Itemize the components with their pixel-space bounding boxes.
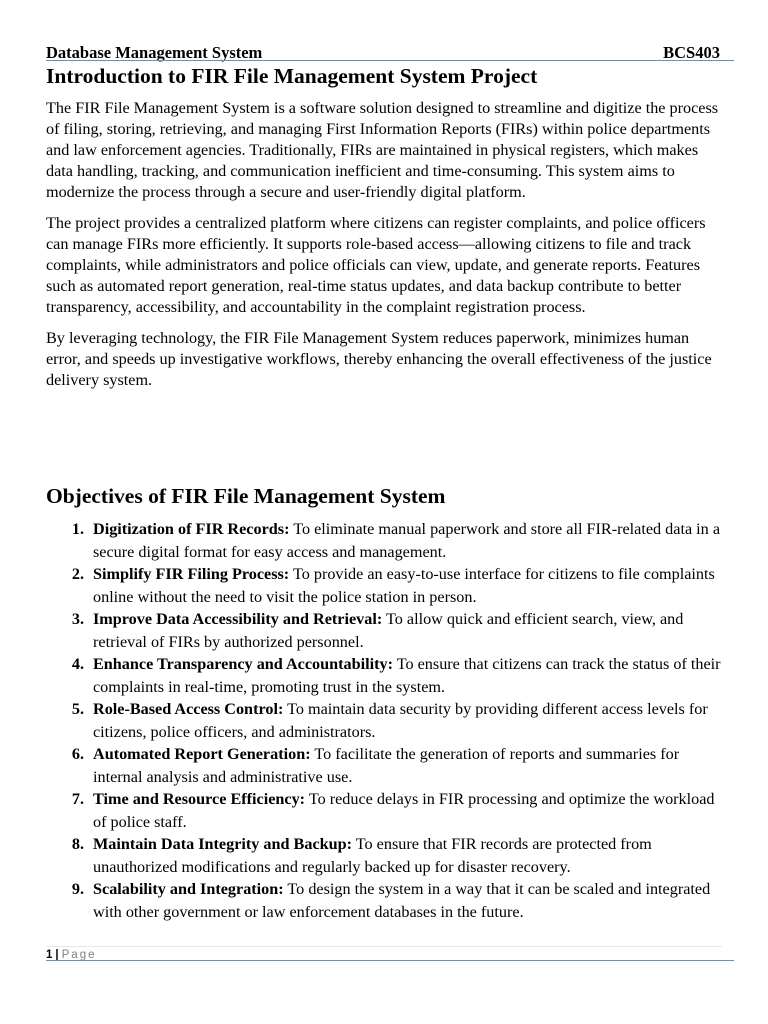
objective-text: To allow quick and efficient search, view, and retrieval of FIRs by authorized personnel. [93,610,684,651]
objective-item [46,608,726,653]
objective-term: Enhance Transparency and Accountability: [93,655,393,673]
objective-term: Time and Resource Efficiency: [93,790,306,808]
objective-item [46,878,726,923]
footer-divider-light [46,946,722,947]
objective-number: 9. [71,880,84,898]
intro-paragraph-1: The FIR File Management System is a software solution designed to streamline and digitize the process of filing, storing, retrieving, and managing First Information Reports (FIRs) within police departments and law enforcement agencies. Traditionally, FIRs are maintained in physical registers, which makes data handling, tracking, and communication inefficient and time-consuming. This system aims to modernize the process through a secure and user-friendly digital platform. [46,99,719,201]
header-divider [46,60,734,61]
objective-term: Automated Report Generation: [93,745,311,763]
objective-term: Simplify FIR Filing Process: [93,565,290,583]
objective-text: To eliminate manual paperwork and store all FIR-related data in a secure digital format for easy access and management. [93,520,721,561]
objective-text: To ensure that FIR records are protected from unauthorized modifications and regularly backed up for disaster recovery. [93,835,652,876]
objective-text: To ensure that citizens can track the status of their complaints in real-time, promoting trust in the system. [93,655,721,696]
objective-item [46,833,726,878]
objective-item [46,563,726,608]
objectives-heading: Objectives of FIR File Management System [46,484,446,508]
objective-term: Digitization of FIR Records: [93,520,290,538]
objective-term: Scalability and Integration: [93,880,284,898]
page-label: Page [61,949,97,961]
footer-separator: | [55,949,59,961]
objective-number: 5. [71,700,84,718]
objective-term: Improve Data Accessibility and Retrieval: [93,610,383,628]
objective-item [46,518,726,563]
objective-text: To provide an easy-to-use interface for citizens to file complaints online without the need to visit the police station in person. [93,565,715,606]
objective-number: 7. [71,790,84,808]
objective-item [46,788,726,833]
objective-text: To facilitate the generation of reports and summaries for internal analysis and administrative use. [93,745,680,786]
objective-number: 6. [71,745,84,763]
header-course-title: Database Management System [46,43,263,62]
objective-text: To design the system in a way that it can be scaled and integrated with other government or law enforcement databases in the future. [93,880,711,921]
intro-paragraph-2: The project provides a centralized platform where citizens can register complaints, and police officers can manage FIRs more efficiently. It supports role-based access—allowing citizens to file and track complaints, while administrators and police officials can view, update, and generate reports. Features such as automated report generation, real-time status updates, and data backup contribute to better transparency, accessibility, and accountability in the complaint registration process. [46,214,706,316]
intro-heading: Introduction to FIR File Management System Project [46,64,538,88]
objective-term: Role-Based Access Control: [93,700,284,718]
objectives-list [46,518,726,923]
objective-item [46,653,726,698]
objective-number: 8. [71,835,84,853]
objective-text: To reduce delays in FIR processing and optimize the workload of police staff. [93,790,715,831]
objective-number: 2. [71,565,84,583]
objective-number: 3. [71,610,84,628]
header-course-code: BCS403 [663,43,720,62]
intro-body [46,98,726,401]
objective-number: 1. [71,520,84,538]
objective-text: To maintain data security by providing different access levels for citizens, police officers, and administrators. [93,700,708,741]
intro-paragraph-3: By leveraging technology, the FIR File Management System reduces paperwork, minimizes human error, and speeds up investigative workflows, thereby enhancing the overall effectiveness of the justice delivery system. [46,329,712,389]
objective-item [46,743,726,788]
objective-term: Maintain Data Integrity and Backup: [93,835,353,853]
page-number: 1 [46,949,53,961]
objective-item [46,698,726,743]
objective-number: 4. [71,655,84,673]
footer-divider [46,960,734,961]
